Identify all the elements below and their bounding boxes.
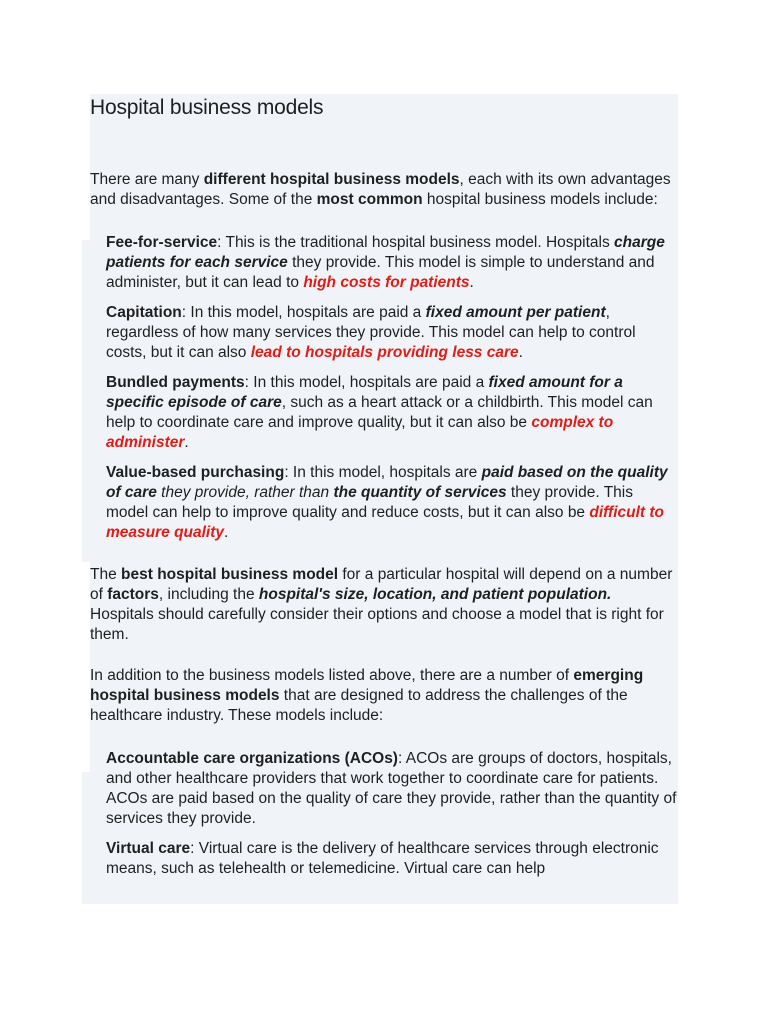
intro-bold: different hospital business models — [203, 171, 460, 188]
model-emphasis: charge patients for each service — [106, 234, 665, 271]
conclusion-paragraph — [90, 565, 678, 645]
conclusion-text: , including the — [158, 586, 259, 603]
model-emphasis: paid based on the quality of care — [106, 464, 668, 501]
model-drawback: complex to administer — [106, 414, 614, 451]
model-drawback: lead to hospitals providing less care — [250, 344, 519, 361]
model-emphasis: fixed amount for a specific episode of care — [106, 374, 623, 411]
model-name: Accountable care organizations (ACOs) — [106, 750, 398, 767]
list-item-acos — [106, 749, 678, 829]
model-name: Capitation — [106, 304, 182, 321]
conclusion-emphasis: hospital's size, location, and patient population. — [258, 586, 612, 603]
emerging-paragraph — [90, 666, 678, 726]
model-text: , such as a heart attack or a childbirth. This model can help to coordinate care and improve quality, but it can also be — [106, 394, 653, 431]
model-name: Virtual care — [106, 840, 191, 857]
conclusion-bold: factors — [107, 586, 159, 603]
model-text: : In this model, hospitals are — [284, 464, 482, 481]
model-emphasis: the quantity of services — [333, 484, 507, 501]
emerging-bold: emerging hospital business models — [90, 667, 644, 704]
model-text: : In this model, hospitals are paid a — [244, 374, 489, 391]
emerging-models-list — [90, 749, 678, 879]
model-drawback: high costs for patients — [303, 274, 470, 291]
model-text: they provide. This model can help to improve quality and reduce costs, but it can also be — [106, 484, 633, 521]
model-name: Bundled payments — [106, 374, 245, 391]
model-text: , regardless of how many services they provide. This model can help to control costs, but it can also — [106, 304, 636, 361]
list-item-bundled-payments — [106, 373, 678, 453]
model-italic-text: they provide, rather than — [156, 484, 334, 501]
page-title: Hospital business models — [90, 96, 324, 119]
model-text: . — [224, 524, 229, 541]
model-text: : This is the traditional hospital business model. Hospitals — [217, 234, 615, 251]
model-text: . — [518, 344, 523, 361]
intro-bold: most common — [316, 191, 423, 208]
conclusion-text: Hospitals should carefully consider their options and choose a model that is right for them. — [90, 606, 664, 643]
model-text: : ACOs are groups of doctors, hospitals, and other healthcare providers that work together to coordinate care for patients. ACOs are paid based on the quality of care they provide, rather than the quantity of services they provide. — [106, 750, 677, 827]
intro-paragraph — [90, 170, 678, 210]
intro-text: hospital business models include: — [422, 191, 658, 208]
model-name: Value-based purchasing — [106, 464, 285, 481]
model-text: : In this model, hospitals are paid a — [181, 304, 426, 321]
conclusion-bold: best hospital business model — [121, 566, 339, 583]
document-content — [90, 94, 678, 904]
emerging-text: In addition to the business models listed above, there are a number of — [90, 667, 574, 684]
conclusion-text: for a particular hospital will depend on a number of — [90, 566, 673, 603]
conclusion-text: The — [90, 566, 122, 583]
model-name: Fee-for-service — [106, 234, 218, 251]
intro-text: , each with its own advantages and disadvantages. Some of the — [90, 171, 671, 208]
intro-text: There are many — [90, 171, 204, 188]
business-models-list — [90, 233, 678, 543]
emerging-text: that are designed to address the challenges of the healthcare industry. These models include: — [90, 687, 628, 724]
model-text: : Virtual care is the delivery of healthcare services through electronic means, such as telehealth or telemedicine. Virtual care can help — [106, 840, 659, 877]
list-item-capitation — [106, 303, 678, 363]
model-emphasis: fixed amount per patient — [425, 304, 606, 321]
model-text: . — [469, 274, 474, 291]
model-text: they provide. This model is simple to understand and administer, but it can lead to — [106, 254, 655, 291]
model-text: . — [184, 434, 189, 451]
list-item-virtual-care — [106, 839, 678, 879]
list-item-value-based-purchasing — [106, 463, 678, 543]
list-item-fee-for-service — [106, 233, 678, 293]
model-drawback: difficult to measure quality — [106, 504, 664, 541]
